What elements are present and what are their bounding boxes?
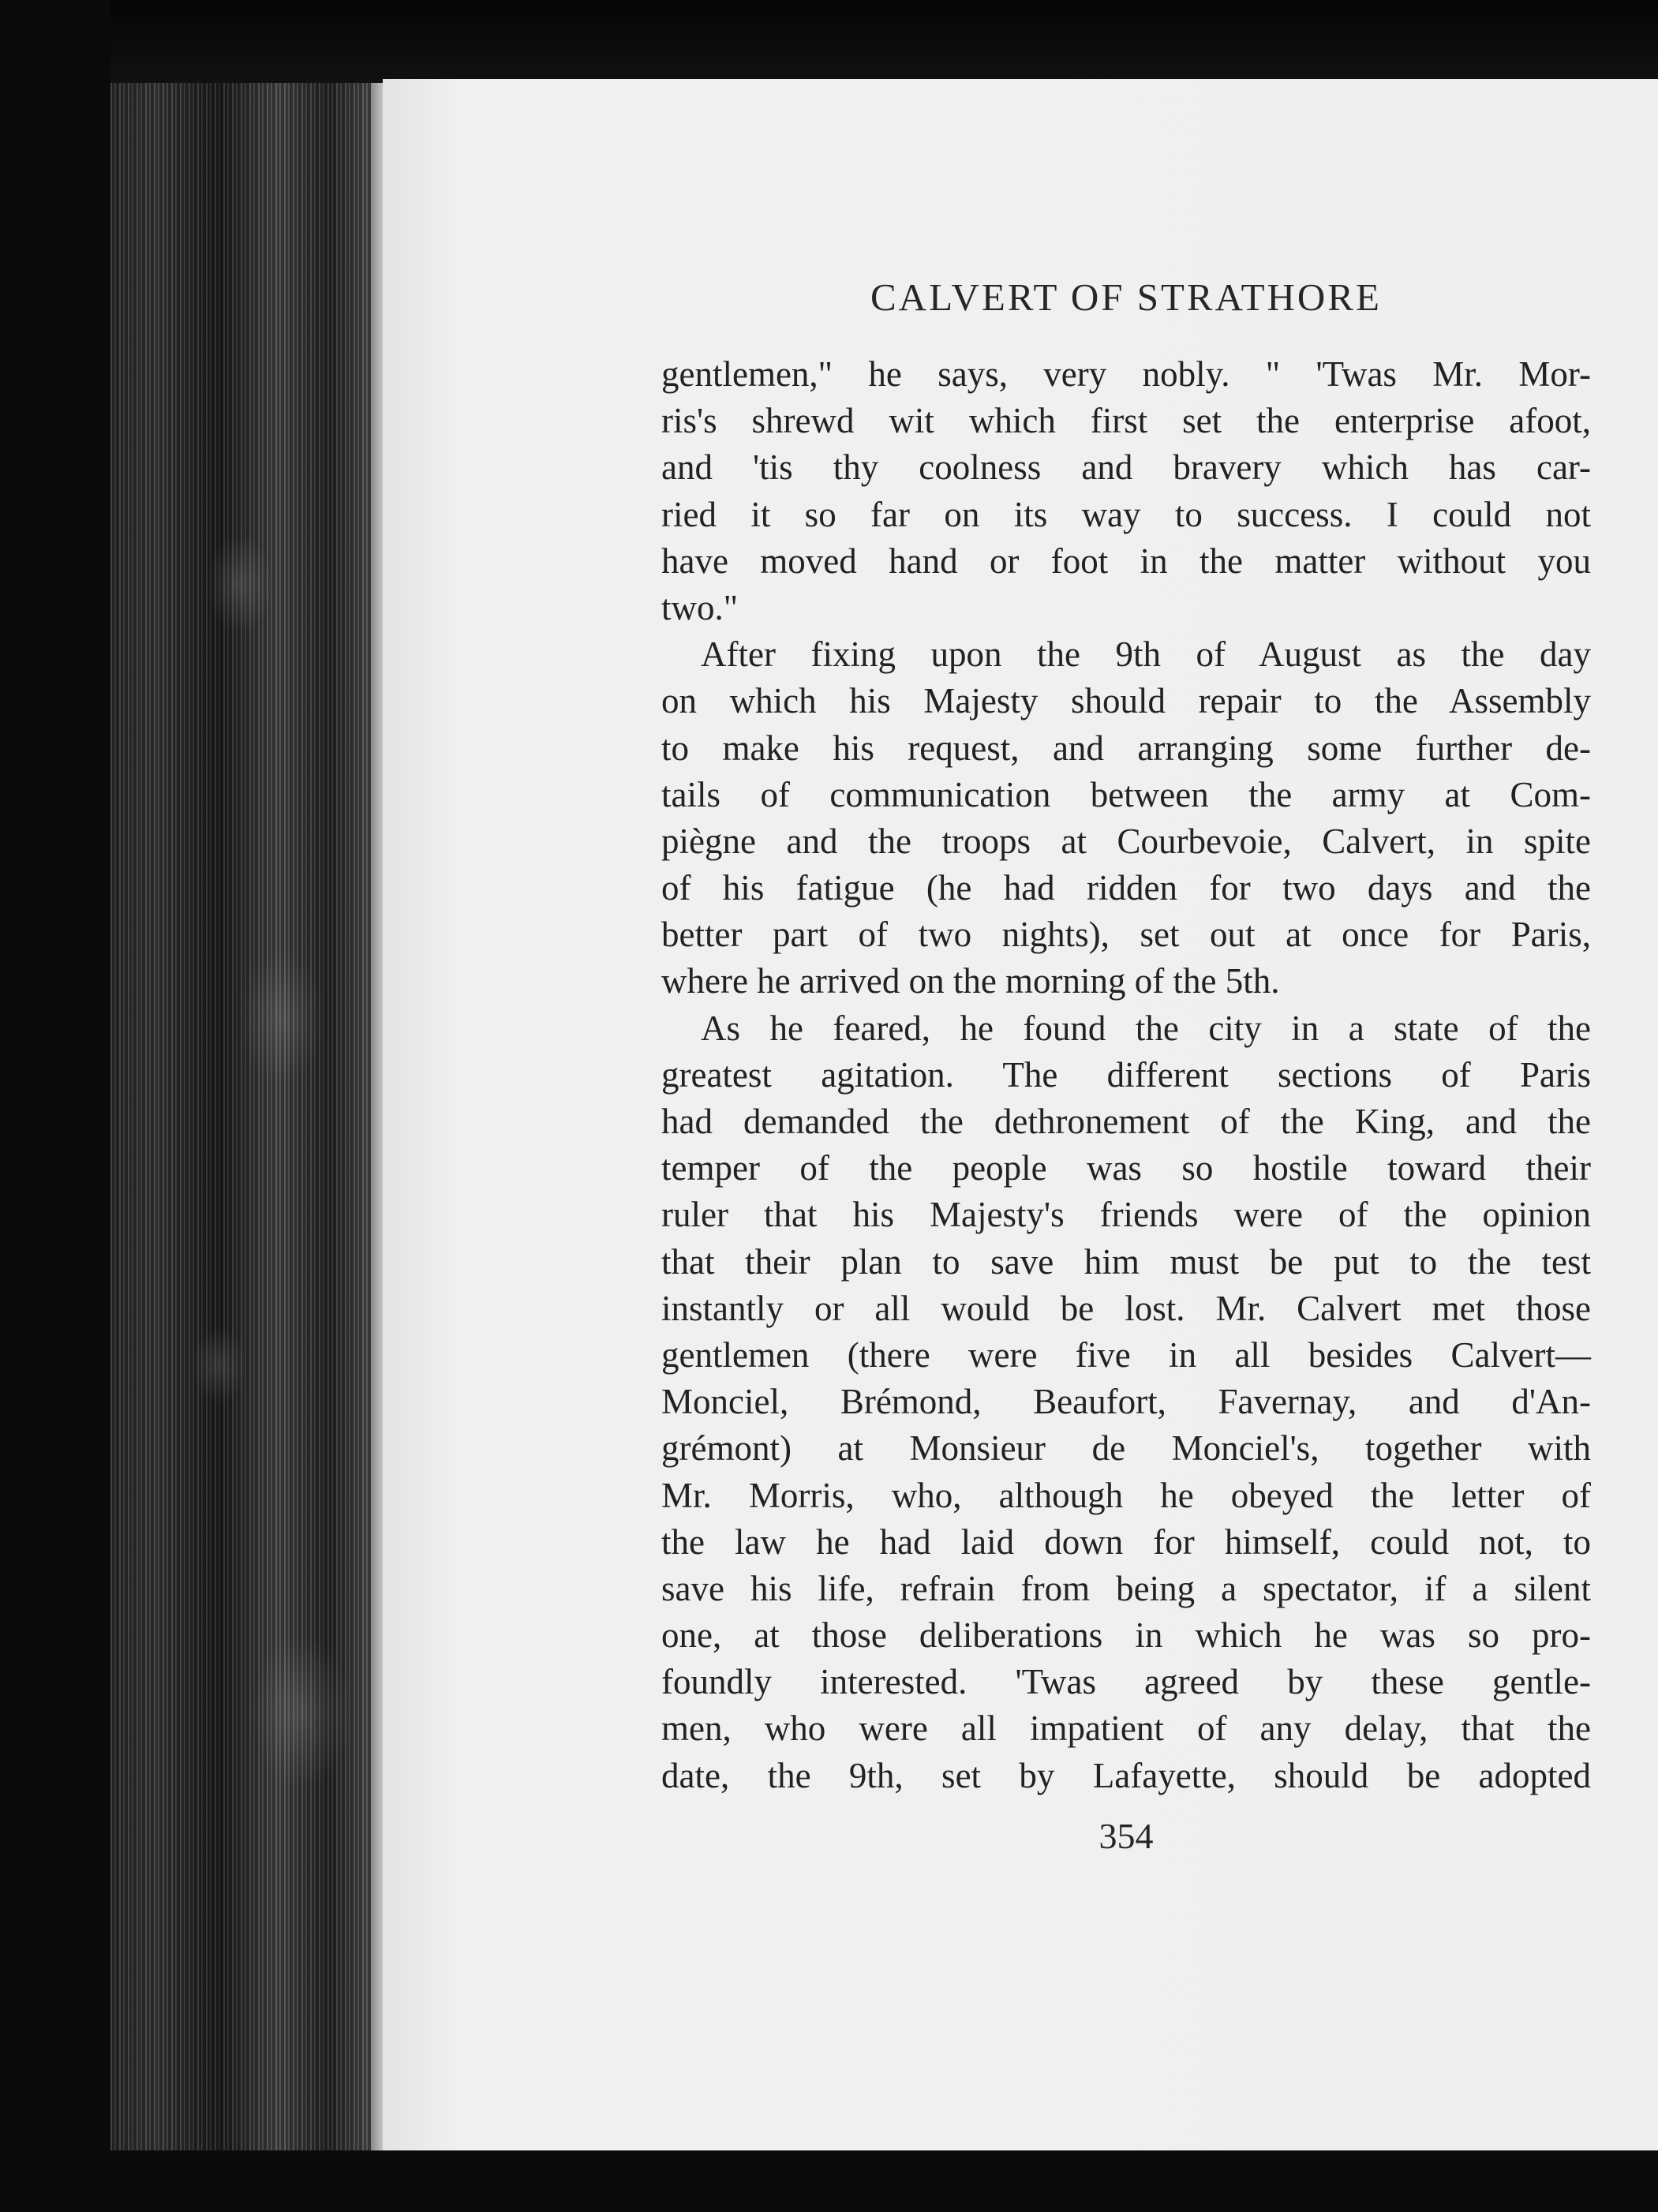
paragraph xyxy=(661,631,1591,1005)
text-line: the law he had laid down for himself, could not, to xyxy=(661,1521,1591,1562)
text-line: men, who were all impatient of any delay, that the xyxy=(661,1709,1591,1749)
text-line: save his life, refrain from being a spectator, if a silent xyxy=(661,1568,1591,1608)
text-line: Monciel, Brémond, Beaufort, Favernay, and d'An- xyxy=(661,1382,1591,1422)
running-head: CALVERT OF STRATHORE xyxy=(870,275,1382,319)
text-line: that their plan to save him must be put to the test xyxy=(661,1241,1591,1282)
text-line: grémont) at Monsieur de Monciel's, together with xyxy=(661,1428,1591,1469)
bottom-dark-border xyxy=(0,2150,1658,2212)
text-line: gentlemen (there were five in all besides Calvert— xyxy=(661,1334,1591,1375)
text-line: gentlemen," he says, very nobly. " 'Twas Mr. Mor- xyxy=(661,354,1591,394)
text-line: of his fatigue (he had ridden for two days and the xyxy=(661,868,1591,908)
text-line: to make his request, and arranging some further de- xyxy=(661,728,1591,768)
text-line: Mr. Morris, who, although he obeyed the letter of xyxy=(661,1475,1591,1515)
text-line: date, the 9th, set by Lafayette, should be adopted xyxy=(661,1755,1591,1795)
text-line: After fixing upon the 9th of August as the day xyxy=(701,634,1591,675)
text-line: on which his Majesty should repair to the Assembly xyxy=(661,681,1591,721)
paragraph xyxy=(661,1005,1591,1799)
paragraph xyxy=(661,351,1591,631)
text-line: where he arrived on the morning of the 5th. xyxy=(661,961,1280,1001)
text-line: ris's shrewd wit which first set the enterprise afoot, xyxy=(661,401,1591,441)
text-line: ruler that his Majesty's friends were of the opinion xyxy=(661,1195,1591,1235)
text-line: ried it so far on its way to success. I could not xyxy=(661,494,1591,534)
text-line: As he feared, he found the city in a state of the xyxy=(701,1008,1591,1048)
left-dark-border xyxy=(0,0,110,2212)
text-line: greatest agitation. The different sections of Paris xyxy=(661,1054,1591,1095)
text-line: temper of the people was so hostile toward their xyxy=(661,1148,1591,1188)
text-line: and 'tis thy coolness and bravery which has car- xyxy=(661,447,1591,488)
text-line: one, at those deliberations in which he was so pro- xyxy=(661,1615,1591,1656)
text-line: had demanded the dethronement of the King, and the xyxy=(661,1102,1591,1141)
body-text xyxy=(661,351,1591,1799)
page-number: 354 xyxy=(1098,1816,1154,1856)
text-line: have moved hand or foot in the matter without you xyxy=(661,541,1591,581)
text-line: instantly or all would be lost. Mr. Calvert met those xyxy=(661,1288,1591,1328)
top-dark-border xyxy=(0,0,1658,83)
text-line: two." xyxy=(661,587,739,627)
text-line: foundly interested. 'Twas agreed by these gentle- xyxy=(661,1662,1591,1702)
text-line: piègne and the troops at Courbevoie, Calvert, in spite xyxy=(661,821,1591,861)
spine-texture xyxy=(158,237,363,1973)
text-line: better part of two nights), set out at once for Paris, xyxy=(661,915,1591,955)
text-line: tails of communication between the army at Com- xyxy=(661,774,1591,814)
